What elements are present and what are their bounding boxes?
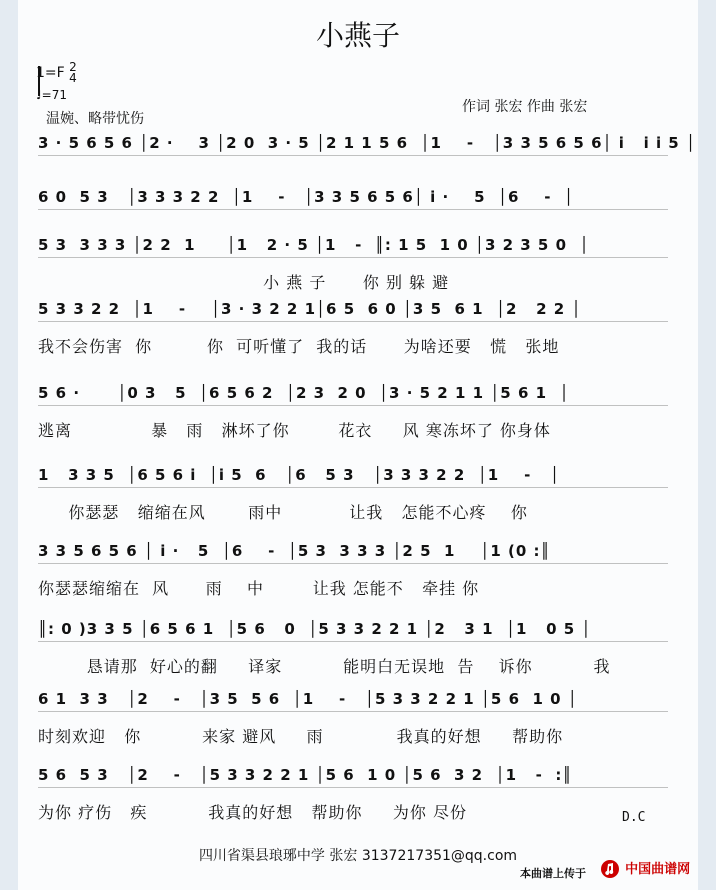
footer-credit: 四川省渠县琅琊中学 张宏 3137217351@qq.com [198,848,518,864]
tempo-marking: ♩=71 [36,88,67,102]
lyric-row: 我不会伤害 你 你 可听懂了 我的话 为啥还要 慌 张地 [38,337,560,356]
time-signature-top: 2 [69,60,77,74]
mood-marking: 温婉、略带忧伤 [46,111,144,127]
beam-line [38,711,668,712]
beam-line [38,641,668,642]
notation-row: 3 · 5 6 5 6 │2 · 3 │2 0 3 · 5 │2 1 1 5 6 │1 - │3 3 5 6 5 6│ i i i 5 │ [38,134,697,152]
notation-row: ║: 0 )3 3 5 │6 5 6 1 │5 6 0 │5 3 3 2 2 1 │2 3 1 │1 0 5 │ [38,620,592,638]
lyric-row: 时刻欢迎 你 来家 避风 雨 我真的好想 帮助你 [38,727,564,746]
beam-line [38,257,668,258]
notation-row: 3 3 5 6 5 6 │ i · 5 │6 - │5 3 3 3 3 │2 5 1 │1 (0 :║ [38,542,551,560]
site-logo: 中国曲谱网 [600,858,710,882]
beam-line [38,787,668,788]
song-title: 小燕子 [315,19,400,52]
lyric-row: 你瑟瑟 缩缩在风 雨中 让我 怎能不心疼 你 [38,503,528,522]
upload-note: 本曲谱上传于 [520,867,586,880]
beam-line [38,321,668,322]
lyric-row: 逃离 暴 雨 淋坏了你 花衣 风 寒冻坏了 你身体 [38,421,551,440]
music-note-icon [600,859,620,879]
notation-row: 5 3 3 3 3 │2 2 1 │1 2 · 5 │1 - ║: 1 5 1 0 │3 2 3 5 0 │ [38,236,590,254]
time-signature-bottom: 4 [69,71,77,85]
notation-row: 5 3 3 2 2 │1 - │3 · 3 2 2 1│6 5 6 0 │3 5 6 1 │2 2 2 │ [38,300,582,318]
beam-line [38,487,668,488]
lyric-row: 为你 疗伤 疾 我真的好想 帮助你 为你 尽份 [38,803,467,822]
notation-row: 5 6 · │0 3 5 │6 5 6 2 │2 3 2 0 │3 · 5 2 1 1 │5 6 1 │ [38,384,570,402]
notation-row: 6 0 5 3 │3 3 3 2 2 │1 - │3 3 5 6 5 6│ i · 5 │6 - │ [38,188,575,206]
dc-marking: D.C [622,810,646,825]
key-signature: 1=F 2 4 [36,60,77,85]
beam-line [38,209,668,210]
notation-row: 6 1 3 3 │2 - │3 5 5 6 │1 - │5 3 3 2 2 1 │5 6 1 0 │ [38,690,578,708]
lyric-row: 小 燕 子 你 别 躲 避 [38,273,450,292]
lyric-row: 你瑟瑟缩缩在 风 雨 中 让我 怎能不 牵挂 你 [38,579,480,598]
lyric-row: 恳请那 好心的翻 译家 能明白无误地 告 诉你 我 [38,657,611,676]
notation-row: 5 6 5 3 │2 - │5 3 3 2 2 1 │5 6 1 0 │5 6 3 2 │1 - :║ [38,766,573,784]
beam-line [38,155,668,156]
beam-line [38,405,668,406]
notation-row: 1 3 3 5 │6 5 6 i │i 5 6 │6 5 3 │3 3 3 2 2 │1 - │ [38,466,561,484]
credits: 作词 张宏 作曲 张宏 [462,99,588,115]
beam-line [38,563,668,564]
